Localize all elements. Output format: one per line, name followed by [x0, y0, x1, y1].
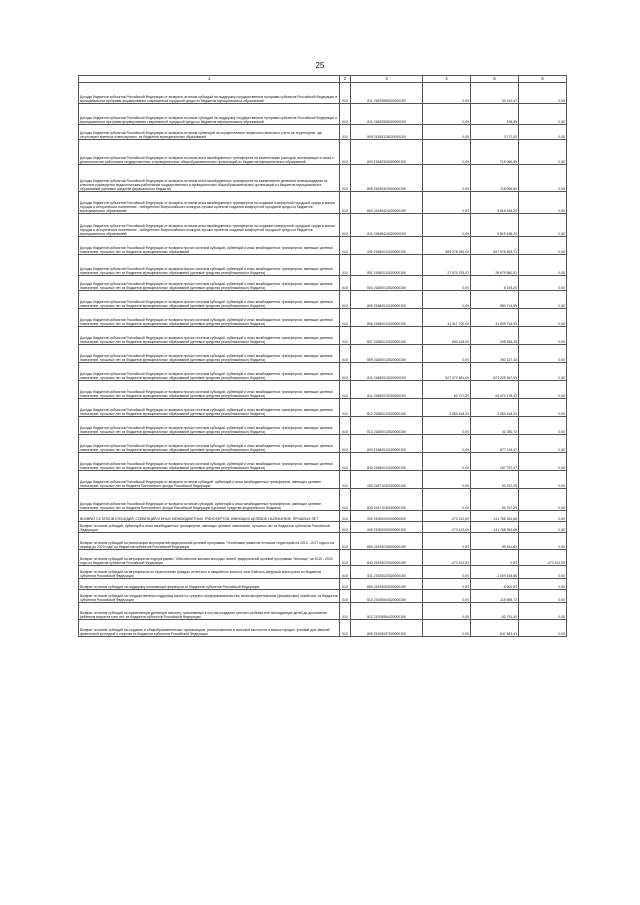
row-value-approved: 0,00 [423, 603, 471, 620]
row-value-col6: 0,00 [519, 579, 567, 590]
row-code: 010 [340, 192, 351, 214]
table-row [79, 327, 567, 345]
row-value-col6: 0,00 [519, 471, 567, 489]
row-value-executed: 41 050,72 [471, 417, 519, 435]
row-value-executed: -1 009 164,88 [471, 566, 519, 579]
col-header-3: 3 [351, 76, 423, 83]
col-header-4: 4 [423, 76, 471, 83]
row-description: Доходы бюджетов субъектов Российской Федерации от возврата прочих остатков субсидий, субвенций и иных межбюджетных трансфертов, имеющих целевое назначение, прошлых лет из бюджетов муниципальных образований (целевые средства республиканского бюджета) [79, 255, 340, 276]
table-row [79, 522, 567, 533]
row-value-approved: 654 418,00 [423, 327, 471, 345]
row-value-approved: 568 278 330,00 [423, 237, 471, 255]
row-budget-code: 801 21860010020000150 [351, 255, 423, 276]
row-value-col6: 0,00 [519, 237, 567, 255]
table-row [79, 550, 567, 566]
row-value-approved: 0,00 [423, 579, 471, 590]
row-value-approved: 0,00 [423, 590, 471, 603]
row-budget-code: 000 21871030020000150 [351, 471, 423, 489]
row-code: 010 [340, 327, 351, 345]
row-value-col6: 0,00 [519, 381, 567, 399]
row-value-approved: 0,00 [423, 291, 471, 309]
row-value-col6: 0,00 [519, 309, 567, 327]
row-description: ВОЗВРАТ ОСТАТКОВ СУБСИДИЙ, СУБВЕНЦИЙ И ИНЫХ МЕЖБЮДЖЕТНЫХ ТРАНСФЕРТОВ, ИМЕЮЩИХ ЦЕЛЕВОЕ НАЗНАЧЕНИЕ, ПРОШЛЫХ ЛЕТ [79, 511, 340, 522]
row-code: 010 [340, 435, 351, 453]
row-budget-code: 800 21845424020000150 [351, 192, 423, 214]
row-value-col6: 0,00 [519, 255, 567, 276]
row-value-approved: -273 412,00 [423, 522, 471, 533]
row-code: 010 [340, 417, 351, 435]
table-row [79, 125, 567, 140]
row-value-col6: 0,00 [519, 590, 567, 603]
col-header-2: 2 [340, 76, 351, 83]
row-value-executed: 0,00 [471, 550, 519, 566]
table-row [79, 291, 567, 309]
row-code: 010 [340, 453, 351, 471]
row-value-approved: 64 727,20 [423, 381, 471, 399]
row-description: Возврат остатков субсидий на поддержку начинающих фермеров из бюджетов субъектов Российской Федерации [79, 579, 340, 590]
row-value-executed: 627 225 967,09 [471, 363, 519, 381]
table-row [79, 603, 567, 620]
row-budget-code: 000 21900000000000000 [351, 511, 423, 522]
row-value-executed: 697 976 593,71 [471, 237, 519, 255]
row-description: Доходы бюджетов субъектов Российской Федерации от возврата прочих остатков субсидий, субвенций и иных межбюджетных трансфертов, имеющих целевое назначение, прошлых лет из бюджетов муниципальных образований (целевые средства республиканского бюджета) [79, 399, 340, 417]
row-budget-code: 804 21860010020000150 [351, 276, 423, 291]
row-description: Доходы бюджетов субъектов Российской Федерации от возврата прочих остатков субсидий, субвенций и иных межбюджетных трансфертов, имеющих целевое назначение, прошлых лет из бюджетов муниципальных образований (целевые средства республиканского бюджета) [79, 345, 340, 363]
row-value-executed: 41 609 716,90 [471, 309, 519, 327]
row-value-executed: -111 768 351,66 [471, 511, 519, 522]
table-row [79, 309, 567, 327]
row-value-col6: -273 412,00 [519, 550, 567, 566]
table-row [79, 533, 567, 550]
row-code: 010 [340, 522, 351, 533]
table-row [79, 381, 567, 399]
row-value-approved: 41 317 700,00 [423, 309, 471, 327]
row-value-executed: -111 768 351,66 [471, 522, 519, 533]
row-code: 010 [340, 237, 351, 255]
table-row [79, 363, 567, 381]
row-value-approved: -273 412,00 [423, 550, 471, 566]
row-code: 010 [340, 255, 351, 276]
row-budget-code: 811 21860010020000150 [351, 381, 423, 399]
row-budget-code: 810 21925064020000150 [351, 590, 423, 603]
row-code: 010 [340, 104, 351, 125]
row-budget-code: 812 21925084020000150 [351, 603, 423, 620]
row-value-executed: 2 063 418,31 [471, 399, 519, 417]
table-row [79, 489, 567, 511]
row-description: Возврат остатков субсидий на реализацию мероприятий федеральной целевой программы "Устойчивое развитие сельских территорий на 2014 - 2017 годы и на период до 2020 года" из бюджетов субъектов Российской Федерации [79, 533, 340, 550]
table-row [79, 276, 567, 291]
row-value-approved: 0,00 [423, 620, 471, 637]
row-code: 010 [340, 345, 351, 363]
row-description: Доходы бюджетов субъектов Российской Федерации от возврата остатков иных межбюджетных трансфертов на создание комфортной городской среды в малых городах и исторических поселениях - победителях Всероссийского конкурса лучших проектов создания комфортной городской среды из бюджетов муниципальных образований [79, 214, 340, 237]
row-value-col6: 0,00 [519, 453, 567, 471]
table-row [79, 255, 567, 276]
row-value-approved: 0,00 [423, 435, 471, 453]
row-description: Возврат остатков субсидий, субвенций и иных межбюджетных трансфертов, имеющих целевое назначение, прошлых лет из бюджетов субъектов Российской Федерации [79, 522, 340, 533]
row-code: 010 [340, 603, 351, 620]
row-code: 010 [340, 489, 351, 511]
table-row [79, 192, 567, 214]
row-value-executed: 54 767,25 [471, 471, 519, 489]
row-value-approved: 0,00 [423, 489, 471, 511]
row-code: 010 [340, 550, 351, 566]
row-code: 010 [340, 276, 351, 291]
row-budget-code: 806 21860010020000150 [351, 309, 423, 327]
row-code: 010 [340, 511, 351, 522]
row-description: Возврат остатков субсидий на ежемесячную денежную выплату, назначаемую в случае рождения третьего ребенка или последующих детей до достижения ребенком возраста трех лет, из бюджетов субъектов Российской Федерации [79, 603, 340, 620]
row-code: 010 [340, 165, 351, 192]
row-value-executed: -6 600,00 [471, 579, 519, 590]
row-value-executed: -83 791,40 [471, 603, 519, 620]
row-budget-code: 805 21845303020000150 [351, 165, 423, 192]
row-code: 010 [340, 620, 351, 637]
row-value-col6: 0,00 [519, 83, 567, 104]
row-value-approved: 0,00 [423, 566, 471, 579]
row-value-col6: 0,00 [519, 192, 567, 214]
row-budget-code: 800 21845303020000150 [351, 140, 423, 165]
row-value-approved: 0,00 [423, 276, 471, 291]
row-value-executed: 3 717,00 [471, 125, 519, 140]
row-value-col6: 0,00 [519, 566, 567, 579]
row-description: Доходы бюджетов субъектов Российской Федерации от возврата прочих остатков субсидий, субвенций и иных межбюджетных трансфертов, имеющих целевое назначение, прошлых лет из бюджетов муниципальных образований (целевые средства республиканского бюджета) [79, 276, 340, 291]
row-value-approved: 0,00 [423, 83, 471, 104]
row-code: 010 [340, 533, 351, 550]
row-value-col6: 0,00 [519, 489, 567, 511]
row-value-col6: 0,00 [519, 165, 567, 192]
row-budget-code: 813 21860010020000150 [351, 417, 423, 435]
row-budget-code: 000 21900000020000150 [351, 522, 423, 533]
row-description: Доходы бюджетов субъектов Российской Федерации от возврата прочих остатков субсидий, субвенций и иных межбюджетных трансфертов, имеющих целевое назначение, прошлых лет из бюджетов муниципальных образований [79, 237, 340, 255]
row-description: Доходы бюджетов субъектов Российской Федерации от возврата прочих остатков субсидий, субвенций и иных межбюджетных трансфертов, имеющих целевое назначение, прошлых лет из бюджетов муниципальных образований (целевые средства республиканского бюджета) [79, 417, 340, 435]
table-row [79, 237, 567, 255]
row-budget-code: 805 21925097020000150 [351, 620, 423, 637]
row-value-col6: 0,00 [519, 522, 567, 533]
col-header-1: 1 [79, 76, 340, 83]
table-row [79, 435, 567, 453]
row-description: Доходы бюджетов субъектов Российской Федерации от возврата остатков иных межбюджетных трансфертов на ежемесячное денежное вознаграждение за классное руководство педагогическим работникам государственных и муниципальных общеобразовательных организаций из бюджетов муниципальных образований (целевые средства федерального бюджета) [79, 165, 340, 192]
row-value-approved: 0,00 [423, 417, 471, 435]
table-row [79, 566, 567, 579]
table-row [79, 590, 567, 603]
table-row [79, 104, 567, 125]
row-value-approved: 0,00 [423, 140, 471, 165]
row-budget-code: 811 21860010020000150 [351, 363, 423, 381]
table-row [79, 579, 567, 590]
row-value-col6: 0,00 [519, 276, 567, 291]
row-value-executed: 760 227,42 [471, 345, 519, 363]
table-row [79, 140, 567, 165]
row-budget-code: 843 21925020020000150 [351, 550, 423, 566]
row-code: 010 [340, 363, 351, 381]
row-value-col6: 0,00 [519, 214, 567, 237]
row-code: 010 [340, 140, 351, 165]
row-description: Доходы бюджетов субъектов Российской Федерации от возврата остатков субсидий, субвенций и иных межбюджетных трансфертов, имеющих целевое назначение, прошлых лет из бюджета Пенсионного фонда Российской Федерации (целевые средства федерального бюджета) [79, 489, 340, 511]
row-description: Доходы бюджетов субъектов Российской Федерации от возврата прочих остатков субсидий, субвенций и иных межбюджетных трансфертов, имеющих целевое назначение, прошлых лет из бюджетов муниципальных образований (целевые средства республиканского бюджета) [79, 453, 340, 471]
row-description: Доходы бюджетов субъектов Российской Федерации от возврата прочих остатков субсидий, субвенций и иных межбюджетных трансфертов, имеющих целевое назначение, прошлых лет из бюджетов муниципальных образований (целевые средства республиканского бюджета) [79, 327, 340, 345]
budget-table [78, 75, 567, 637]
row-code: 010 [340, 125, 351, 140]
row-value-col6: 0,00 [519, 417, 567, 435]
row-value-col6: 0,00 [519, 603, 567, 620]
row-code: 010 [340, 83, 351, 104]
table-body [79, 83, 567, 637]
row-value-col6: 0,00 [519, 533, 567, 550]
row-value-approved: 0,00 [423, 104, 471, 125]
row-budget-code: 809 21835118020000150 [351, 125, 423, 140]
page-number: 25 [315, 61, 325, 70]
row-value-approved: 0,00 [423, 165, 471, 192]
row-value-executed: 32 410,47 [471, 83, 519, 104]
row-value-executed: 580 714,65 [471, 291, 519, 309]
row-budget-code: 811 21925023020000150 [351, 566, 423, 579]
row-budget-code: 833 21871030020000150 [351, 489, 423, 511]
row-value-executed: 138,55 [471, 104, 519, 125]
row-value-executed: 877 134,47 [471, 435, 519, 453]
row-value-approved: 0,00 [423, 533, 471, 550]
table-row [79, 471, 567, 489]
row-budget-code: 811 21845424020000150 [351, 214, 423, 237]
header-row [79, 76, 567, 83]
table-row [79, 453, 567, 471]
row-code: 010 [340, 566, 351, 579]
row-value-executed: 157 767,37 [471, 453, 519, 471]
row-value-col6: 0,00 [519, 511, 567, 522]
row-description: Возврат остатков субсидий на государственную поддержку малого и среднего предпринимательства, включая крестьянские (фермерские) хозяйства, из бюджетов субъектов Российской Федерации [79, 590, 340, 603]
row-description: Доходы бюджетов субъектов Российской Федерации от возврата прочих остатков субсидий, субвенций и иных межбюджетных трансфертов, имеющих целевое назначение, прошлых лет из бюджетов муниципальных образований (целевые средства республиканского бюджета) [79, 363, 340, 381]
row-budget-code: 800 21860010020000150 [351, 435, 423, 453]
row-value-approved: -273 412,00 [423, 511, 471, 522]
row-value-col6: 0,00 [519, 435, 567, 453]
row-value-col6: 0,00 [519, 327, 567, 345]
row-value-approved: 527 472 681,00 [423, 363, 471, 381]
row-code: 010 [340, 309, 351, 327]
row-value-col6: 0,00 [519, 620, 567, 637]
row-description: Доходы бюджетов субъектов Российской Федерации от возврата прочих остатков субсидий, субвенций и иных межбюджетных трансфертов, имеющих целевое назначение, прошлых лет из бюджетов муниципальных образований (целевые средства республиканского бюджета) [79, 435, 340, 453]
row-value-approved: 0,00 [423, 125, 471, 140]
table-row [79, 417, 567, 435]
row-value-approved: 27 570 753,27 [423, 255, 471, 276]
row-value-col6: 0,00 [519, 125, 567, 140]
row-description: Доходы бюджетов субъектов Российской Федерации от возврата остатков иных межбюджетных трансфертов на компенсацию расходов, возникающих в связи с деятельностью работников государственных и муниципальных общеобразовательных организаций из бюджетов муниципальных образований [79, 140, 340, 165]
row-value-executed: 64 870 178,42 [471, 381, 519, 399]
row-value-executed: 255 546,25 [471, 327, 519, 345]
row-budget-code: 806 21925018020000150 [351, 533, 423, 550]
row-value-executed: 28 879 580,51 [471, 255, 519, 276]
row-code: 010 [340, 471, 351, 489]
row-value-approved: 0,00 [423, 453, 471, 471]
row-value-approved: 2 063 418,31 [423, 399, 471, 417]
col-header-6: 6 [519, 76, 567, 83]
row-value-executed: 6 193,20 [471, 276, 519, 291]
row-value-col6: 0,00 [519, 140, 567, 165]
row-code: 010 [340, 399, 351, 417]
row-value-executed: 5 815 436,20 [471, 192, 519, 214]
row-budget-code: 843 21860010020000150 [351, 453, 423, 471]
row-value-col6: 0,00 [519, 291, 567, 309]
row-value-col6: 0,00 [519, 363, 567, 381]
row-budget-code: 809 21860010020000150 [351, 345, 423, 363]
row-budget-code: 806 21925053020000150 [351, 579, 423, 590]
row-budget-code: 805 21860010020000150 [351, 291, 423, 309]
row-value-approved: 0,00 [423, 192, 471, 214]
table-row [79, 620, 567, 637]
row-budget-code: 807 21860010020000150 [351, 327, 423, 345]
row-value-executed: 718 065,50 [471, 140, 519, 165]
table-row [79, 83, 567, 104]
row-value-col6: 0,00 [519, 399, 567, 417]
row-budget-code: 811 21825555020000150 [351, 104, 423, 125]
row-code: 010 [340, 214, 351, 237]
row-budget-code: 000 21860010020000150 [351, 237, 423, 255]
row-description: Доходы бюджетов субъектов Российской Федерации от возврата остатков субсидий на поддержку государственных программ субъектов Российской Федерации и муниципальных программ формирования современной городской среды из бюджетов муниципальных образований [79, 104, 340, 125]
row-value-executed: 718 065,50 [471, 165, 519, 192]
row-value-executed: -547 843,41 [471, 620, 519, 637]
table-row [79, 214, 567, 237]
row-description: Доходы бюджетов субъектов Российской Федерации от возврата остатков субсидий, субвенций и иных межбюджетных трансфертов, имеющих целевое назначение, прошлых лет из бюджета Пенсионного фонда Российской Федерации [79, 471, 340, 489]
row-description: Возврат остатков субсидий на мероприятия по переселению граждан из ветхого и аварийного жилья в зоне Байкало-Амурской магистрали из бюджетов субъектов Российской Федерации [79, 566, 340, 579]
row-description: Доходы бюджетов субъектов Российской Федерации от возврата остатков субвенций на осуществление первичного воинского учета на территориях, где отсутствуют военные комиссариаты, из бюджетов муниципальных образований [79, 125, 340, 140]
row-description: Доходы бюджетов субъектов Российской Федерации от возврата остатков субсидий на поддержку государственных программ субъектов Российской Федерации и муниципальных программ формирования современной городской среды из бюджетов муниципальных образований [79, 83, 340, 104]
row-code: 010 [340, 381, 351, 399]
row-description: Доходы бюджетов субъектов Российской Федерации от возврата остатков иных межбюджетных трансфертов на создание комфортной городской среды в малых городах и исторических поселениях - победителях Всероссийского конкурса лучших проектов создания комфортной городской среды из бюджетов муниципальных образований [79, 192, 340, 214]
row-budget-code: 811 21825555020000150 [351, 83, 423, 104]
row-value-approved: 0,00 [423, 345, 471, 363]
row-code: 010 [340, 590, 351, 603]
row-value-approved: 0,00 [423, 471, 471, 489]
row-value-col6: 0,00 [519, 104, 567, 125]
row-description: Доходы бюджетов субъектов Российской Федерации от возврата прочих остатков субсидий, субвенций и иных межбюджетных трансфертов, имеющих целевое назначение, прошлых лет из бюджетов муниципальных образований (целевые средства республиканского бюджета) [79, 309, 340, 327]
row-value-approved: 0,00 [423, 214, 471, 237]
table-row [79, 165, 567, 192]
row-value-executed: 54 767,25 [471, 489, 519, 511]
row-code: 010 [340, 579, 351, 590]
table-row [79, 345, 567, 363]
table-row [79, 511, 567, 522]
table-row [79, 399, 567, 417]
row-code: 010 [340, 291, 351, 309]
row-budget-code: 812 21860010020000150 [351, 399, 423, 417]
row-description: Доходы бюджетов субъектов Российской Федерации от возврата прочих остатков субсидий, субвенций и иных межбюджетных трансфертов, имеющих целевое назначение, прошлых лет из бюджетов муниципальных образований (целевые средства республиканского бюджета) [79, 291, 340, 309]
row-description: Доходы бюджетов субъектов Российской Федерации от возврата прочих остатков субсидий, субвенций и иных межбюджетных трансфертов, имеющих целевое назначение, прошлых лет из бюджетов муниципальных образований (целевые средства республиканского бюджета) [79, 381, 340, 399]
row-value-col6: 0,00 [519, 345, 567, 363]
row-value-executed: -99 811,60 [471, 533, 519, 550]
row-value-executed: 5 815 436,20 [471, 214, 519, 237]
row-description: Возврат остатков субсидий на мероприятия подпрограммы "Обеспечение жильем молодых семей" федеральной целевой программы "Жилище" на 2015 - 2020 годы из бюджетов субъектов Российской Федерации [79, 550, 340, 566]
row-value-executed: -115 595,72 [471, 590, 519, 603]
row-description: Возврат остатков субсидий на создание в общеобразовательных организациях, расположенных в сельской местности и малых городах, условий для занятий физической культурой и спортом из бюджетов субъектов Российской Федерации [79, 620, 340, 637]
col-header-5: 5 [471, 76, 519, 83]
